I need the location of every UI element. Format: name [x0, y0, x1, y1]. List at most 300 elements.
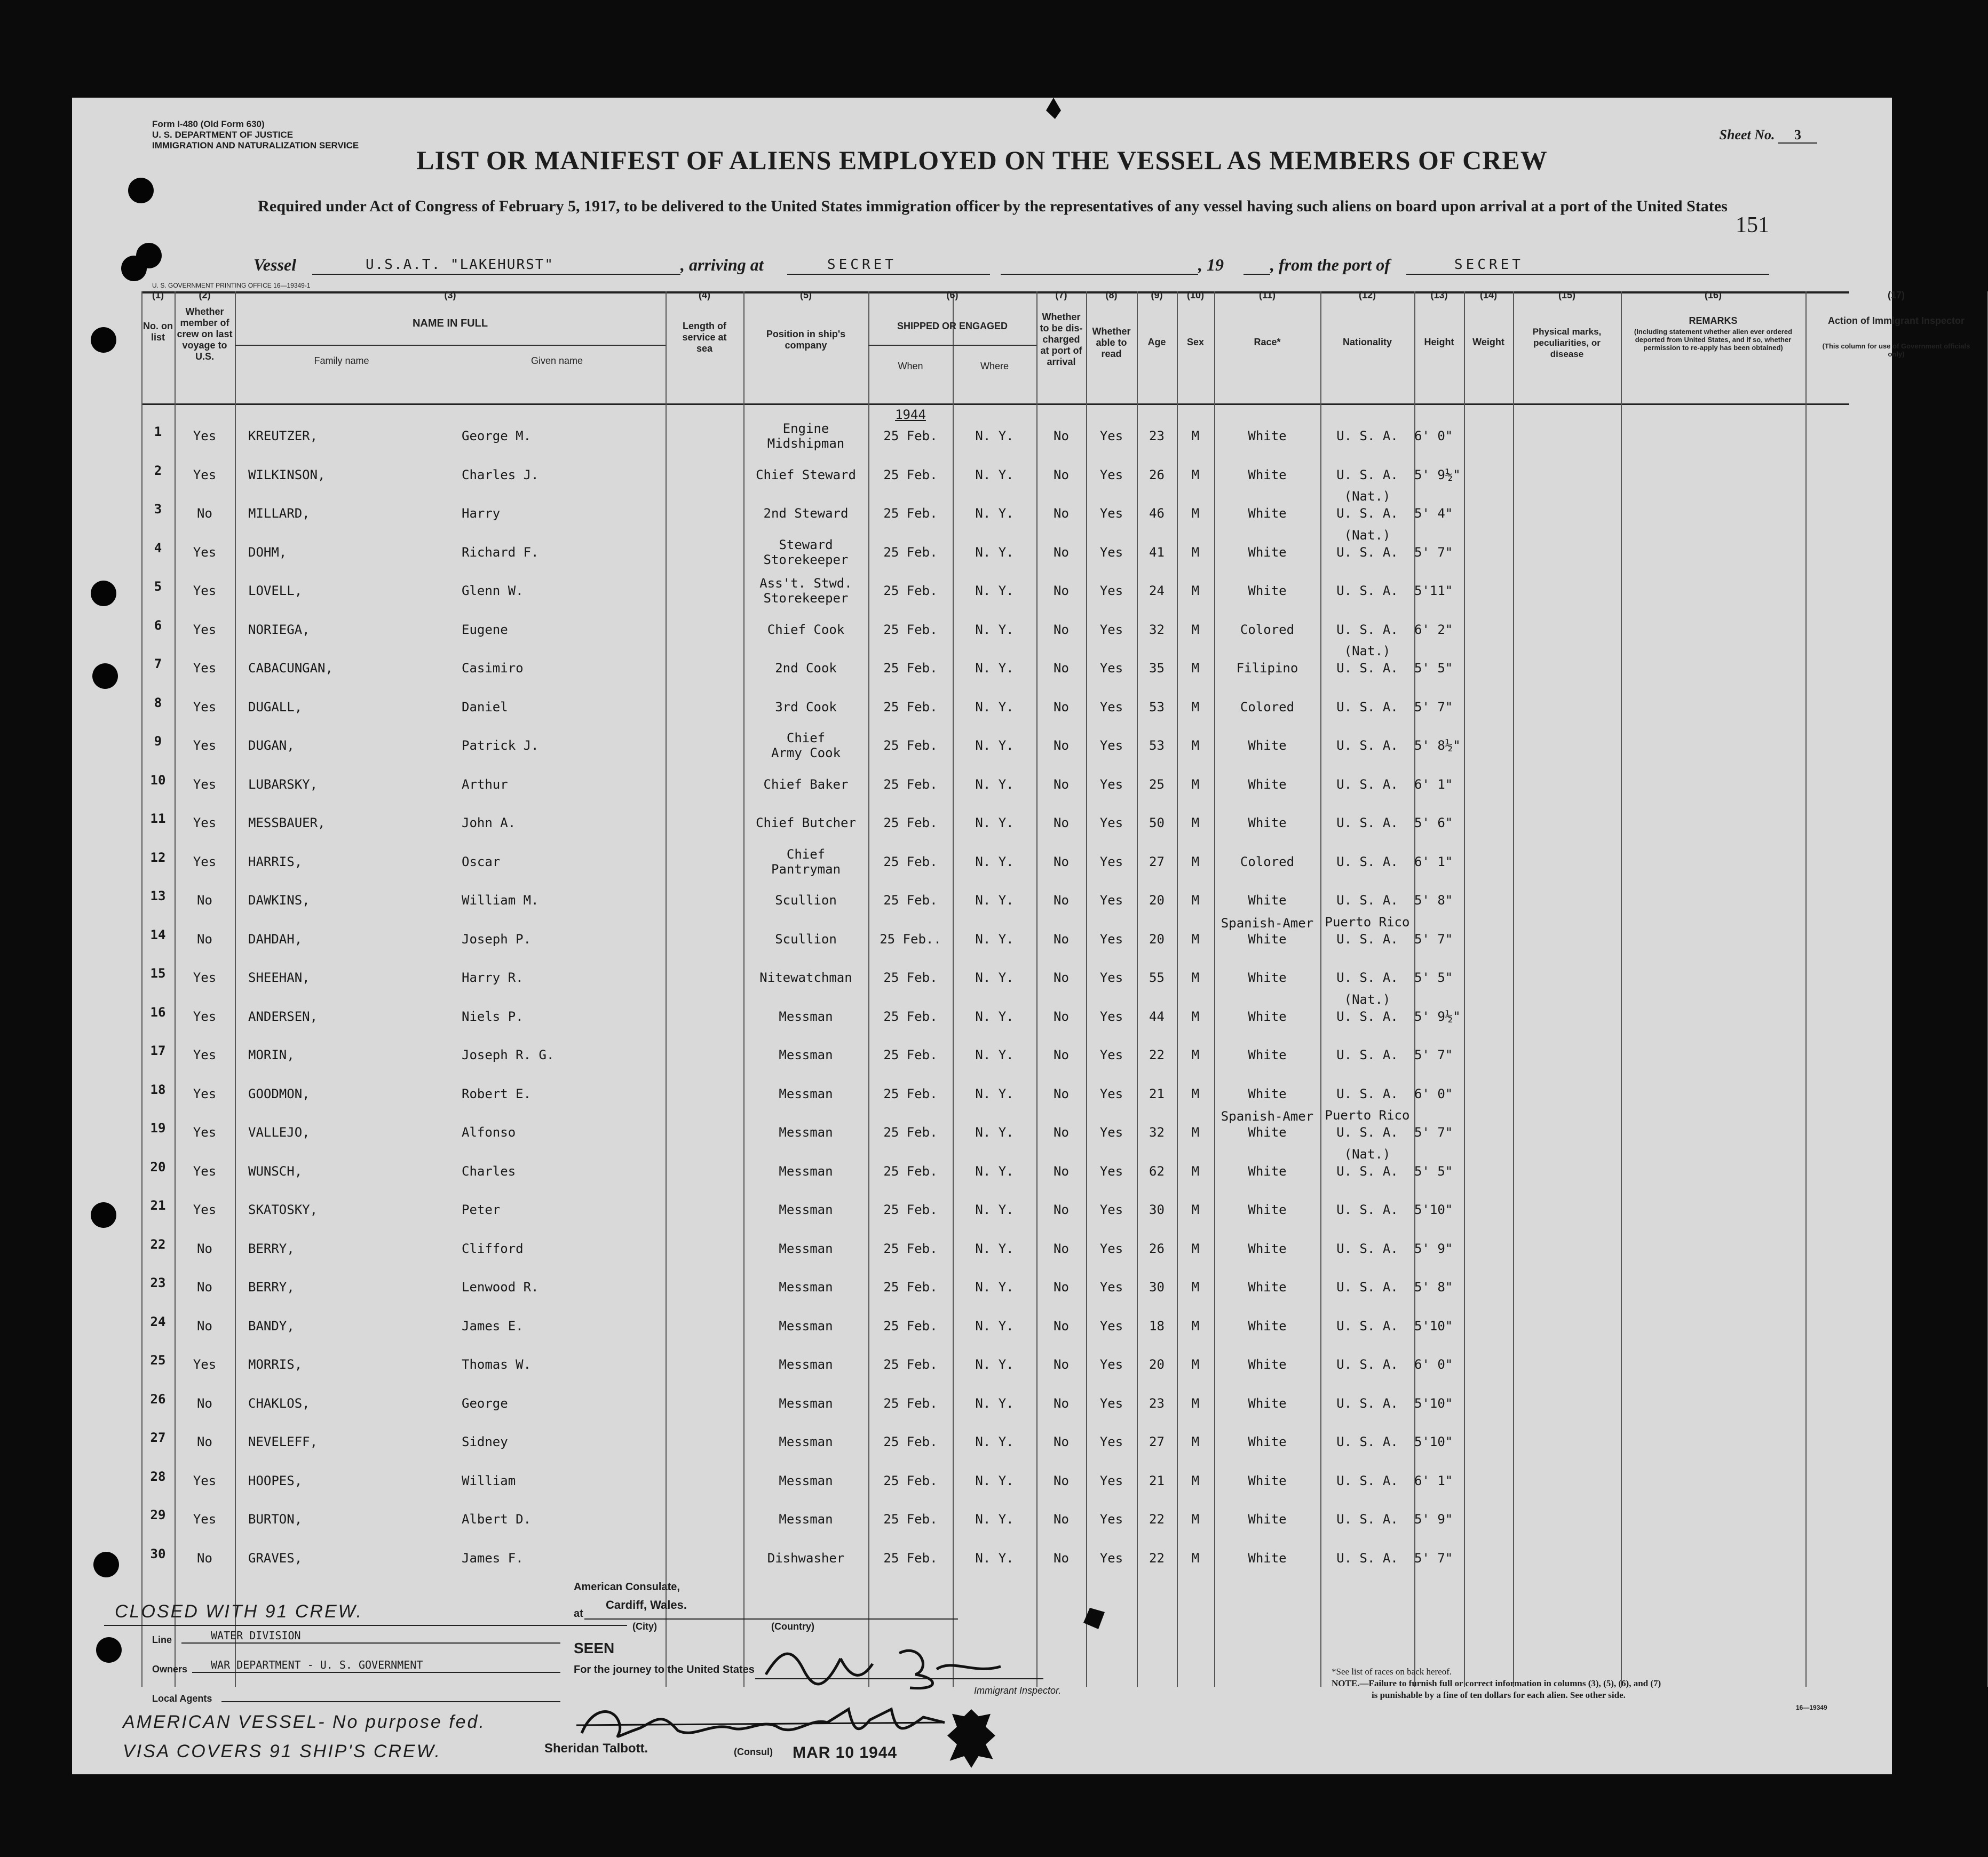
no-cell: 9	[154, 734, 162, 749]
nationality-cell: U. S. A.	[1336, 622, 1398, 637]
family-cell: SKATOSKY,	[248, 1202, 318, 1217]
nationality-cell: U. S. A.	[1336, 1009, 1398, 1024]
height-cell: 5' 9"	[1414, 1512, 1453, 1527]
read-cell: Yes	[1099, 1009, 1123, 1024]
family-cell: NORIEGA,	[248, 622, 310, 637]
no-cell: 12	[150, 850, 166, 865]
no-cell: 15	[150, 966, 166, 981]
given-cell: Robert E.	[462, 1086, 532, 1101]
disch-cell: No	[1054, 699, 1069, 715]
height-cell: 5' 7"	[1414, 544, 1453, 560]
no-cell: 22	[150, 1236, 166, 1252]
height-cell: 5' 7"	[1414, 699, 1453, 715]
where-cell: N. Y.	[975, 1512, 1014, 1527]
line-label: Line	[152, 1634, 172, 1645]
race-cell: White	[1248, 1163, 1287, 1179]
voyage-cell: No	[197, 1241, 212, 1256]
race-cell: White	[1248, 428, 1287, 443]
where-cell: N. Y.	[975, 544, 1014, 560]
disch-cell: No	[1054, 583, 1069, 598]
col-num-6: (6)	[946, 290, 959, 300]
height-cell: 5'10"	[1414, 1318, 1453, 1334]
voyage-cell: No	[197, 506, 212, 521]
when-cell: 25 Feb.	[883, 1202, 938, 1217]
where-cell: N. Y.	[975, 467, 1014, 482]
race-cell: Colored	[1240, 699, 1295, 715]
race-cell: White	[1248, 1434, 1287, 1449]
given-cell: Charles J.	[462, 467, 539, 482]
owners-label: Owners	[152, 1664, 188, 1675]
read-cell: Yes	[1099, 1357, 1123, 1372]
journey-label: For the journey to the United States	[574, 1664, 755, 1676]
disch-cell: No	[1054, 738, 1069, 753]
col-header-shipped: SHIPPED OR ENGAGED	[897, 321, 1008, 331]
nationality-cell: U. S. A.	[1336, 1280, 1398, 1295]
position-cell: Messman	[779, 1434, 833, 1449]
sex-cell: M	[1191, 1550, 1200, 1566]
read-cell: Yes	[1099, 428, 1123, 443]
when-cell: 25 Feb.	[883, 738, 938, 753]
ink-stamp-mark	[947, 1709, 995, 1768]
read-cell: Yes	[1099, 1395, 1123, 1411]
where-cell: N. Y.	[975, 622, 1014, 637]
position-cell: Chief	[786, 731, 826, 745]
family-cell: CHAKLOS,	[248, 1395, 310, 1411]
col-header-remarks-detail: (Including statement whether alien ever ordered deported from United States, and if so, whether permission to re-apply has been obtained)	[1634, 328, 1793, 352]
voyage-cell: No	[197, 1550, 212, 1566]
when-cell: 25 Feb.	[883, 1357, 938, 1372]
given-cell: Eugene	[462, 622, 508, 637]
height-cell: 6' 0"	[1414, 428, 1453, 443]
line-value: WATER DIVISION	[211, 1629, 301, 1642]
when-cell: 25 Feb.	[883, 1434, 938, 1449]
position-cell: Messman	[779, 1512, 833, 1527]
disch-cell: No	[1054, 1550, 1069, 1566]
where-cell: N. Y.	[975, 699, 1014, 715]
nationality-note-cell: Puerto Rico	[1325, 1108, 1410, 1123]
voyage-cell: Yes	[193, 1125, 217, 1140]
note-label: NOTE.	[1332, 1678, 1360, 1688]
voyage-cell: Yes	[193, 583, 217, 598]
sex-cell: M	[1191, 738, 1200, 753]
local-agents-label: Local Agents	[152, 1693, 212, 1704]
height-cell: 5' 8"	[1414, 1280, 1453, 1295]
age-cell: 27	[1149, 854, 1165, 869]
family-cell: HARRIS,	[248, 854, 303, 869]
position-cell: Engine	[782, 421, 829, 436]
height-cell: 5' 6"	[1414, 815, 1453, 830]
voyage-cell: Yes	[193, 1009, 217, 1024]
age-cell: 55	[1149, 970, 1165, 985]
given-cell: Casimiro	[462, 661, 524, 676]
no-cell: 26	[150, 1391, 166, 1407]
when-cell: 25 Feb.	[883, 1512, 938, 1527]
col-header-when: When	[898, 361, 923, 371]
nationality-cell: U. S. A.	[1336, 854, 1398, 869]
year-label: , 19	[1198, 255, 1224, 274]
col-header-race: Race*	[1254, 337, 1281, 347]
voyage-cell: Yes	[193, 815, 217, 830]
no-cell: 17	[150, 1043, 166, 1058]
no-cell: 4	[154, 540, 162, 555]
no-cell: 10	[150, 772, 166, 788]
when-cell: 25 Feb.	[883, 1086, 938, 1101]
col-header-able-to-read: Whether able to read	[1092, 326, 1131, 359]
nationality-cell: U. S. A.	[1336, 1473, 1398, 1488]
race-cell: White	[1248, 467, 1287, 482]
position-cell: Chief Baker	[763, 776, 849, 792]
position-cell: Messman	[779, 1318, 833, 1334]
nationality-cell: U. S. A.	[1336, 1395, 1398, 1411]
nationality-cell: U. S. A.	[1336, 699, 1398, 715]
disch-cell: No	[1054, 854, 1069, 869]
col-num-7: (7)	[1055, 290, 1067, 300]
no-cell: 11	[150, 811, 166, 826]
race-cell: White	[1248, 1318, 1287, 1334]
read-cell: Yes	[1099, 776, 1123, 792]
height-cell: 5' 5"	[1414, 661, 1453, 676]
where-cell: N. Y.	[975, 1434, 1014, 1449]
at-label: at	[574, 1608, 583, 1620]
given-cell: Harry	[462, 506, 501, 521]
punch-hole	[128, 178, 154, 203]
disch-cell: No	[1054, 1512, 1069, 1527]
sex-cell: M	[1191, 1280, 1200, 1295]
age-cell: 32	[1149, 622, 1165, 637]
position-cell: Chief	[786, 846, 826, 862]
where-cell: N. Y.	[975, 738, 1014, 753]
race-cell: White	[1248, 506, 1287, 521]
age-cell: 24	[1149, 583, 1165, 598]
disch-cell: No	[1054, 1125, 1069, 1140]
position-cell: Messman	[779, 1125, 833, 1140]
no-cell: 29	[150, 1507, 166, 1522]
no-cell: 18	[150, 1082, 166, 1097]
sex-cell: M	[1191, 1318, 1200, 1334]
manifest-sheet	[72, 98, 1970, 1774]
sex-cell: M	[1191, 583, 1200, 598]
handwritten-remark-2: VISA COVERS 91 SHIP'S CREW.	[123, 1741, 441, 1761]
col-num-5: (5)	[800, 290, 812, 300]
read-cell: Yes	[1099, 1318, 1123, 1334]
race-cell: White	[1248, 583, 1287, 598]
race-cell: White	[1248, 776, 1287, 792]
read-cell: Yes	[1099, 467, 1123, 482]
when-cell: 25 Feb.	[883, 1395, 938, 1411]
read-cell: Yes	[1099, 893, 1123, 908]
read-cell: Yes	[1099, 699, 1123, 715]
service-name: IMMIGRATION AND NATURALIZATION SERVICE	[152, 140, 359, 150]
where-cell: N. Y.	[975, 1125, 1014, 1140]
family-cell: NEVELEFF,	[248, 1434, 318, 1449]
closed-note: CLOSED WITH 91 CREW.	[115, 1601, 363, 1622]
read-cell: Yes	[1099, 544, 1123, 560]
where-cell: N. Y.	[975, 1280, 1014, 1295]
age-cell: 26	[1149, 1241, 1165, 1256]
when-cell: 25 Feb.	[883, 1241, 938, 1256]
col-header-name-in-full: NAME IN FULL	[412, 318, 488, 329]
height-cell: 5' 7"	[1414, 1047, 1453, 1062]
no-cell: 21	[150, 1198, 166, 1213]
sex-cell: M	[1191, 1434, 1200, 1449]
position-cell: Scullion	[775, 893, 837, 908]
family-cell: WUNSCH,	[248, 1163, 303, 1179]
where-cell: N. Y.	[975, 970, 1014, 985]
height-cell: 5' 8½"	[1414, 738, 1461, 753]
fine-note	[1332, 1678, 1661, 1689]
age-cell: 32	[1149, 1125, 1165, 1140]
position-cell: Messman	[779, 1280, 833, 1295]
sex-cell: M	[1191, 815, 1200, 830]
voyage-cell: Yes	[193, 1512, 217, 1527]
age-cell: 41	[1149, 544, 1165, 560]
voyage-cell: Yes	[193, 970, 217, 985]
where-cell: N. Y.	[975, 428, 1014, 443]
when-cell: 25 Feb.	[883, 622, 938, 637]
sex-cell: M	[1191, 970, 1200, 985]
read-cell: Yes	[1099, 1125, 1123, 1140]
age-cell: 21	[1149, 1086, 1165, 1101]
when-cell: 25 Feb.	[883, 506, 938, 521]
read-cell: Yes	[1099, 815, 1123, 830]
nationality-cell: U. S. A.	[1336, 1550, 1398, 1566]
no-cell: 23	[150, 1275, 166, 1290]
given-cell: Albert D.	[462, 1512, 532, 1527]
voyage-cell: No	[197, 931, 212, 947]
given-cell: John A.	[462, 815, 516, 830]
family-cell: GRAVES,	[248, 1550, 303, 1566]
age-cell: 25	[1149, 776, 1165, 792]
when-cell: 25 Feb.	[883, 544, 938, 560]
height-cell: 6' 2"	[1414, 622, 1453, 637]
nationality-cell: U. S. A.	[1336, 661, 1398, 676]
position-cell: Dishwasher	[767, 1550, 845, 1566]
position-cell: Midshipman	[767, 436, 845, 451]
col-header-family-name: Family name	[314, 355, 369, 366]
nationality-cell: U. S. A.	[1336, 1512, 1398, 1527]
height-cell: 6' 0"	[1414, 1086, 1453, 1101]
col-header-list-no: No. on list	[143, 321, 173, 343]
nationality-cell: U. S. A.	[1336, 583, 1398, 598]
age-cell: 23	[1149, 428, 1165, 443]
height-cell: 5' 7"	[1414, 1550, 1453, 1566]
col-header-inspector-detail: (This column for use of Government officials only)	[1822, 342, 1970, 358]
voyage-cell: No	[197, 1395, 212, 1411]
race-cell: White	[1248, 1550, 1287, 1566]
sex-cell: M	[1191, 506, 1200, 521]
where-cell: N. Y.	[975, 893, 1014, 908]
family-cell: DUGALL,	[248, 699, 303, 715]
height-cell: 5' 7"	[1414, 1125, 1453, 1140]
punch-hole	[93, 1552, 119, 1577]
sex-cell: M	[1191, 854, 1200, 869]
age-cell: 50	[1149, 815, 1165, 830]
where-cell: N. Y.	[975, 661, 1014, 676]
age-cell: 30	[1149, 1280, 1165, 1295]
col-header-remarks: REMARKS	[1689, 315, 1738, 326]
no-cell: 14	[150, 927, 166, 942]
no-cell: 24	[150, 1314, 166, 1329]
family-cell: DUGAN,	[248, 738, 295, 753]
owners-value: WAR DEPARTMENT - U. S. GOVERNMENT	[211, 1658, 423, 1671]
position-cell: Messman	[779, 1395, 833, 1411]
race-cell: Colored	[1240, 854, 1295, 869]
given-cell: James E.	[462, 1318, 524, 1334]
where-cell: N. Y.	[975, 1086, 1014, 1101]
disch-cell: No	[1054, 931, 1069, 947]
disch-cell: No	[1054, 428, 1069, 443]
voyage-cell: Yes	[193, 1086, 217, 1101]
family-cell: DAHDAH,	[248, 931, 303, 947]
family-cell: GOODMON,	[248, 1086, 310, 1101]
nationality-cell: U. S. A.	[1336, 1163, 1398, 1179]
voyage-cell: Yes	[193, 776, 217, 792]
punch-hole	[91, 581, 116, 606]
no-cell: 3	[154, 502, 162, 517]
height-cell: 6' 1"	[1414, 854, 1453, 869]
sheet-number	[1720, 127, 1818, 143]
col-num-1: (1)	[152, 290, 164, 300]
nationality-cell: U. S. A.	[1336, 893, 1398, 908]
position-cell: Ass't. Stwd.	[759, 576, 852, 591]
no-cell: 28	[150, 1469, 166, 1484]
position-cell: Chief Cook	[767, 622, 845, 637]
consul-name: Sheridan Talbott.	[544, 1741, 648, 1756]
race-cell: White	[1248, 1202, 1287, 1217]
race-cell: White	[1248, 1125, 1287, 1140]
when-cell: 25 Feb.	[883, 1473, 938, 1488]
no-cell: 27	[150, 1430, 166, 1445]
sex-cell: M	[1191, 1009, 1200, 1024]
where-cell: N. Y.	[975, 1357, 1014, 1372]
voyage-cell: Yes	[193, 1357, 217, 1372]
nationality-cell: U. S. A.	[1336, 1125, 1398, 1140]
form-number: Form I-480 (Old Form 630)	[152, 119, 265, 129]
no-cell: 8	[154, 695, 162, 710]
col-num-12: (12)	[1358, 290, 1376, 300]
where-cell: N. Y.	[975, 1318, 1014, 1334]
col-num-13: (13)	[1430, 290, 1448, 300]
col-header-last-voyage: Whether member of crew on last voyage to U.S.	[177, 306, 233, 362]
col-header-discharged: Whether to be dis-charged at port of arrival	[1040, 312, 1083, 367]
height-cell: 6' 0"	[1414, 1357, 1453, 1372]
height-cell: 5' 8"	[1414, 893, 1453, 908]
age-cell: 30	[1149, 1202, 1165, 1217]
disch-cell: No	[1054, 1318, 1069, 1334]
position-cell: 3rd Cook	[775, 699, 837, 715]
read-cell: Yes	[1099, 1512, 1123, 1527]
where-cell: N. Y.	[975, 1202, 1014, 1217]
sex-cell: M	[1191, 1395, 1200, 1411]
age-cell: 26	[1149, 467, 1165, 482]
where-cell: N. Y.	[975, 1047, 1014, 1062]
position-cell: Messman	[779, 1047, 833, 1062]
age-cell: 35	[1149, 661, 1165, 676]
when-cell: 25 Feb.	[883, 815, 938, 830]
document-title: LIST OR MANIFEST OF ALIENS EMPLOYED ON THE VESSEL AS MEMBERS OF CREW	[416, 145, 1548, 175]
handwritten-remark-1: AMERICAN VESSEL- No purpose fed.	[123, 1712, 486, 1732]
nationality-note-cell: (Nat.)	[1344, 644, 1391, 658]
disch-cell: No	[1054, 815, 1069, 830]
from-port: SECRET	[1454, 257, 1524, 273]
voyage-cell: Yes	[193, 854, 217, 869]
family-cell: MESSBAUER,	[248, 815, 326, 830]
age-cell: 22	[1149, 1550, 1165, 1566]
family-cell: BERRY,	[248, 1280, 295, 1295]
disch-cell: No	[1054, 661, 1069, 676]
no-cell: 20	[150, 1159, 166, 1174]
position-cell: Pantryman	[771, 861, 841, 877]
given-cell: George M.	[462, 428, 532, 443]
given-cell: Peter	[462, 1202, 501, 1217]
family-cell: BERRY,	[248, 1241, 295, 1256]
position-cell: Messman	[779, 1473, 833, 1488]
disch-cell: No	[1054, 1163, 1069, 1179]
nationality-cell: U. S. A.	[1336, 428, 1398, 443]
when-cell: 25 Feb.	[883, 699, 938, 715]
disch-cell: No	[1054, 970, 1069, 985]
col-num-10: (10)	[1186, 290, 1204, 300]
family-cell: BURTON,	[248, 1512, 303, 1527]
when-cell: 25 Feb.	[883, 428, 938, 443]
sex-cell: M	[1191, 1357, 1200, 1372]
col-header-nationality: Nationality	[1342, 337, 1392, 347]
disch-cell: No	[1054, 1086, 1069, 1101]
position-cell: Army Cook	[771, 745, 841, 760]
family-cell: MORRIS,	[248, 1357, 303, 1372]
height-cell: 5' 5"	[1414, 970, 1453, 985]
position-cell: 2nd Cook	[775, 661, 837, 676]
given-cell: Clifford	[462, 1241, 524, 1256]
age-cell: 53	[1149, 738, 1165, 753]
given-cell: Richard F.	[462, 544, 539, 560]
col-header-weight: Weight	[1472, 337, 1504, 347]
nationality-cell: U. S. A.	[1336, 467, 1398, 482]
race-cell: White	[1248, 970, 1287, 985]
when-cell: 25 Feb.	[883, 1047, 938, 1062]
given-cell: Daniel	[462, 699, 508, 715]
where-cell: N. Y.	[975, 931, 1014, 947]
height-cell: 6' 1"	[1414, 1473, 1453, 1488]
race-cell: White	[1248, 1047, 1287, 1062]
col-num-9: (9)	[1151, 290, 1163, 300]
read-cell: Yes	[1099, 1473, 1123, 1488]
sex-cell: M	[1191, 931, 1200, 947]
height-cell: 5'10"	[1414, 1434, 1453, 1449]
race-cell: White	[1248, 1357, 1287, 1372]
inspector-signature	[761, 1637, 1017, 1696]
sex-cell: M	[1191, 1125, 1200, 1140]
family-cell: WILKINSON,	[248, 467, 326, 482]
col-header-sex: Sex	[1186, 337, 1205, 347]
position-cell: Nitewatchman	[759, 970, 852, 985]
no-cell: 2	[154, 463, 162, 478]
read-cell: Yes	[1099, 1047, 1123, 1062]
position-cell: Storekeeper	[763, 552, 849, 567]
sex-cell: M	[1191, 661, 1200, 676]
no-cell: 1	[154, 424, 162, 439]
given-cell: Charles	[462, 1163, 516, 1179]
ink-mark	[1046, 98, 1061, 119]
arriving-port: SECRET	[827, 257, 897, 273]
nationality-cell: U. S. A.	[1336, 1047, 1398, 1062]
sex-cell: M	[1191, 776, 1200, 792]
consul-signature	[571, 1701, 955, 1744]
family-cell: SHEEHAN,	[248, 970, 310, 985]
col-num-4: (4)	[699, 290, 710, 300]
sex-cell: M	[1191, 699, 1200, 715]
position-cell: Messman	[779, 1241, 833, 1256]
